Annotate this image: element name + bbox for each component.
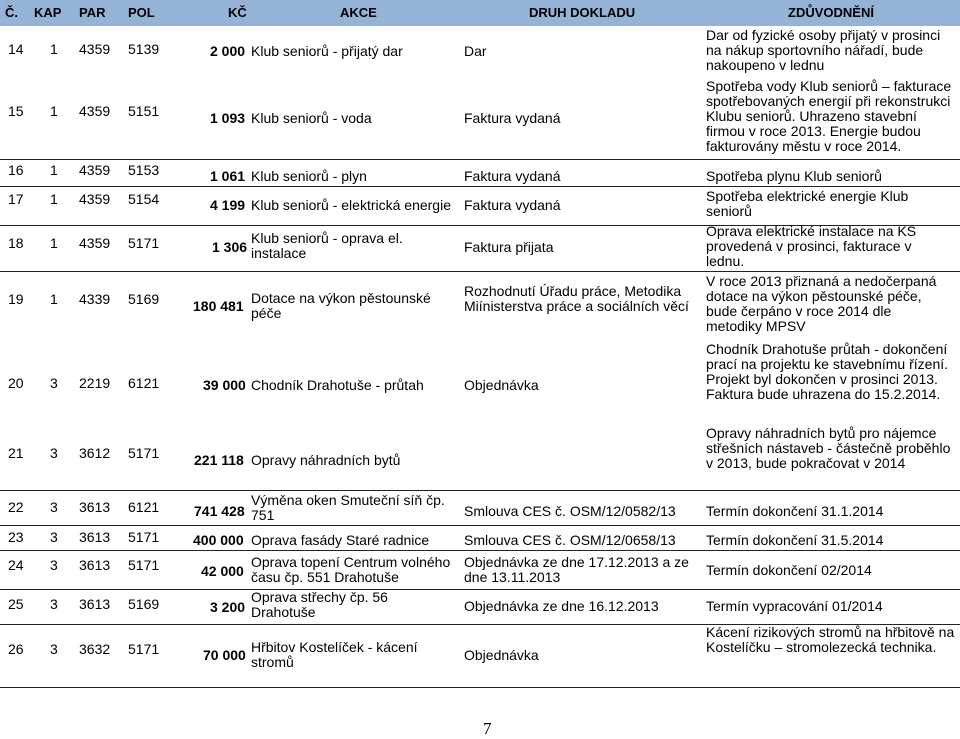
cell-duvod: Spotřeba plynu Klub seniorů	[706, 168, 882, 184]
cell-par: 3632	[79, 641, 111, 657]
cell-pol: 5171	[128, 529, 160, 545]
cell-akce: Klub seniorů - plyn	[251, 168, 367, 184]
cell-kap: 3	[50, 375, 58, 391]
table-header	[0, 0, 960, 26]
cell-par: 3613	[79, 557, 111, 573]
row-divider	[0, 687, 960, 688]
cell-kap: 1	[50, 103, 58, 119]
cell-akce: Klub seniorů - přijatý dar	[251, 43, 403, 59]
cell-c: 20	[8, 375, 24, 391]
cell-akce: Výměna oken Smuteční síň čp. 751	[251, 492, 445, 523]
cell-c: 18	[8, 235, 24, 251]
cell-akce: Oprava topení Centrum volného času čp. 551 Drahotuše	[251, 554, 451, 585]
cell-doklad: Dar	[464, 43, 487, 59]
cell-duvod: Oprava elektrické instalace na KS provedená v prosinci, fakturace v lednu.	[706, 223, 917, 269]
cell-doklad: Rozhodnutí Úřadu práce, Metodika Miínisterstva práce a sociálních věcí	[464, 283, 689, 314]
cell-akce: Klub seniorů - voda	[251, 110, 372, 126]
cell-duvod: Spotřeba elektrické energie Klub seniorů	[706, 188, 909, 219]
row-divider	[0, 490, 960, 491]
cell-doklad: Objednávka	[464, 377, 539, 393]
cell-doklad: Faktura vydaná	[464, 110, 561, 126]
cell-doklad: Objednávka	[464, 647, 539, 663]
cell-kap: 3	[50, 641, 58, 657]
cell-par: 4359	[79, 235, 111, 251]
cell-pol: 6121	[128, 375, 160, 391]
row-divider	[0, 589, 960, 590]
page-number: 7	[483, 719, 492, 738]
cell-kc: 1 093	[210, 110, 246, 126]
cell-pol: 5171	[128, 557, 160, 573]
cell-kap: 3	[50, 499, 58, 515]
cell-duvod: Chodník Drahotuše průtah - dokončení prací na projektu ke stavebnímu řízení. Projekt byl dokončen v prosinci 2013. Faktura bude uhrazena do 15.2.2014.	[706, 341, 949, 402]
row-divider	[0, 159, 960, 160]
cell-doklad: Objednávka ze dne 16.12.2013	[464, 598, 659, 614]
cell-duvod: Opravy náhradních bytů pro nájemce střešních nástaveb - částečně proběhlo v 2013, bude pokračovat v 2014	[706, 425, 951, 471]
header-kap: KAP	[34, 5, 62, 20]
cell-akce: Klub seniorů - oprava el. instalace	[251, 230, 403, 261]
cell-duvod: Spotřeba vody Klub seniorů – fakturace spotřebovaných energií při rekonstrukci Klubu seniorů. Uhrazeno stavební firmou v roce 2013. Energie budou fakturovány městu v roce 2014.	[706, 78, 952, 154]
cell-pol: 5169	[128, 291, 160, 307]
cell-akce: Chodník Drahotuše - průtah	[251, 377, 424, 393]
cell-kc: 221 118	[194, 452, 244, 468]
cell-pol: 5171	[128, 445, 160, 461]
cell-c: 25	[8, 596, 24, 612]
cell-c: 21	[8, 445, 24, 461]
cell-kc: 42 000	[201, 563, 244, 579]
cell-kap: 3	[50, 445, 58, 461]
cell-akce: Klub seniorů - elektrická energie	[251, 197, 451, 213]
cell-c: 22	[8, 499, 24, 515]
cell-c: 24	[8, 557, 24, 573]
header-zduvodneni: ZDŮVODNĚNÍ	[788, 5, 874, 20]
cell-pol: 5151	[128, 103, 160, 119]
cell-kap: 1	[50, 162, 58, 178]
cell-par: 4359	[79, 103, 111, 119]
cell-pol: 5153	[128, 162, 160, 178]
cell-par: 3613	[79, 499, 111, 515]
cell-kap: 3	[50, 557, 58, 573]
cell-kc: 400 000	[193, 532, 244, 548]
cell-c: 19	[8, 291, 24, 307]
cell-kc: 1 061	[210, 168, 246, 184]
cell-kap: 3	[50, 529, 58, 545]
cell-doklad: Objednávka ze dne 17.12.2013 a ze dne 13.11.2013	[464, 554, 689, 585]
cell-pol: 5169	[128, 596, 160, 612]
cell-kc: 3 200	[210, 599, 246, 615]
cell-doklad: Smlouva CES č. OSM/12/0582/13	[464, 503, 676, 519]
cell-kap: 1	[50, 235, 58, 251]
cell-pol: 5171	[128, 641, 160, 657]
header-pol: POL	[128, 5, 155, 20]
cell-kap: 1	[50, 41, 58, 57]
cell-par: 4359	[79, 41, 111, 57]
cell-par: 4359	[79, 162, 111, 178]
cell-c: 14	[8, 41, 24, 57]
cell-duvod: Termín dokončení 31.5.2014	[706, 532, 884, 548]
cell-pol: 5154	[128, 191, 160, 207]
cell-par: 3613	[79, 529, 111, 545]
cell-kc: 180 481	[193, 298, 244, 314]
cell-kc: 70 000	[203, 647, 246, 663]
header-akce: AKCE	[340, 5, 377, 20]
cell-c: 23	[8, 529, 24, 545]
header-par: PAR	[79, 5, 106, 20]
row-divider	[0, 186, 960, 187]
cell-kc: 39 000	[203, 377, 246, 393]
cell-c: 26	[8, 641, 24, 657]
cell-par: 3613	[79, 596, 111, 612]
row-divider	[0, 271, 960, 272]
cell-duvod: Termín dokončení 02/2014	[706, 562, 872, 578]
cell-akce: Oprava střechy čp. 56 Drahotuše	[251, 589, 388, 620]
cell-kc: 2 000	[210, 43, 246, 59]
row-divider	[0, 550, 960, 551]
cell-c: 16	[8, 162, 24, 178]
cell-kc: 1 306	[212, 239, 248, 255]
cell-doklad: Faktura přijata	[464, 239, 554, 255]
cell-doklad: Faktura vydaná	[464, 168, 561, 184]
cell-doklad: Faktura vydaná	[464, 197, 561, 213]
cell-akce: Dotace na výkon pěstounské péče	[251, 290, 431, 321]
cell-c: 15	[8, 103, 24, 119]
cell-pol: 6121	[128, 499, 160, 515]
header-c: Č.	[5, 5, 18, 20]
cell-par: 2219	[79, 375, 111, 391]
header-kc: KČ	[228, 5, 247, 20]
row-divider	[0, 525, 960, 526]
cell-c: 17	[8, 191, 24, 207]
header-druh-dokladu: DRUH DOKLADU	[529, 5, 636, 20]
cell-doklad: Smlouva CES č. OSM/12/0658/13	[464, 532, 676, 548]
cell-kc: 741 428	[194, 503, 245, 519]
cell-duvod: Kácení rizikových stromů na hřbitově na Kostelíčku – stromolezecká technika.	[706, 624, 955, 655]
cell-kc: 4 199	[210, 197, 246, 213]
cell-pol: 5139	[128, 41, 160, 57]
cell-akce: Opravy náhradních bytů	[251, 452, 401, 468]
cell-akce: Oprava fasády Staré radnice	[251, 532, 430, 548]
cell-akce: Hřbitov Kostelíček - kácení stromů	[251, 639, 418, 670]
cell-duvod: Termín vypracování 01/2014	[706, 598, 883, 614]
cell-kap: 1	[50, 191, 58, 207]
cell-par: 4339	[79, 291, 111, 307]
cell-pol: 5171	[128, 235, 160, 251]
cell-duvod: V roce 2013 přiznaná a nedočerpaná dotace na výkon pěstounské péče, bude čerpáno v roce 2014 dle metodiky MPSV	[706, 273, 937, 334]
cell-duvod: Dar od fyzické osoby přijatý v prosinci na nákup sportovního nářadí, bude nakoupeno v lednu	[706, 27, 941, 73]
cell-par: 4359	[79, 191, 111, 207]
cell-kap: 3	[50, 596, 58, 612]
cell-par: 3612	[79, 445, 111, 461]
cell-kap: 1	[50, 291, 58, 307]
cell-duvod: Termín dokončení 31.1.2014	[706, 503, 884, 519]
